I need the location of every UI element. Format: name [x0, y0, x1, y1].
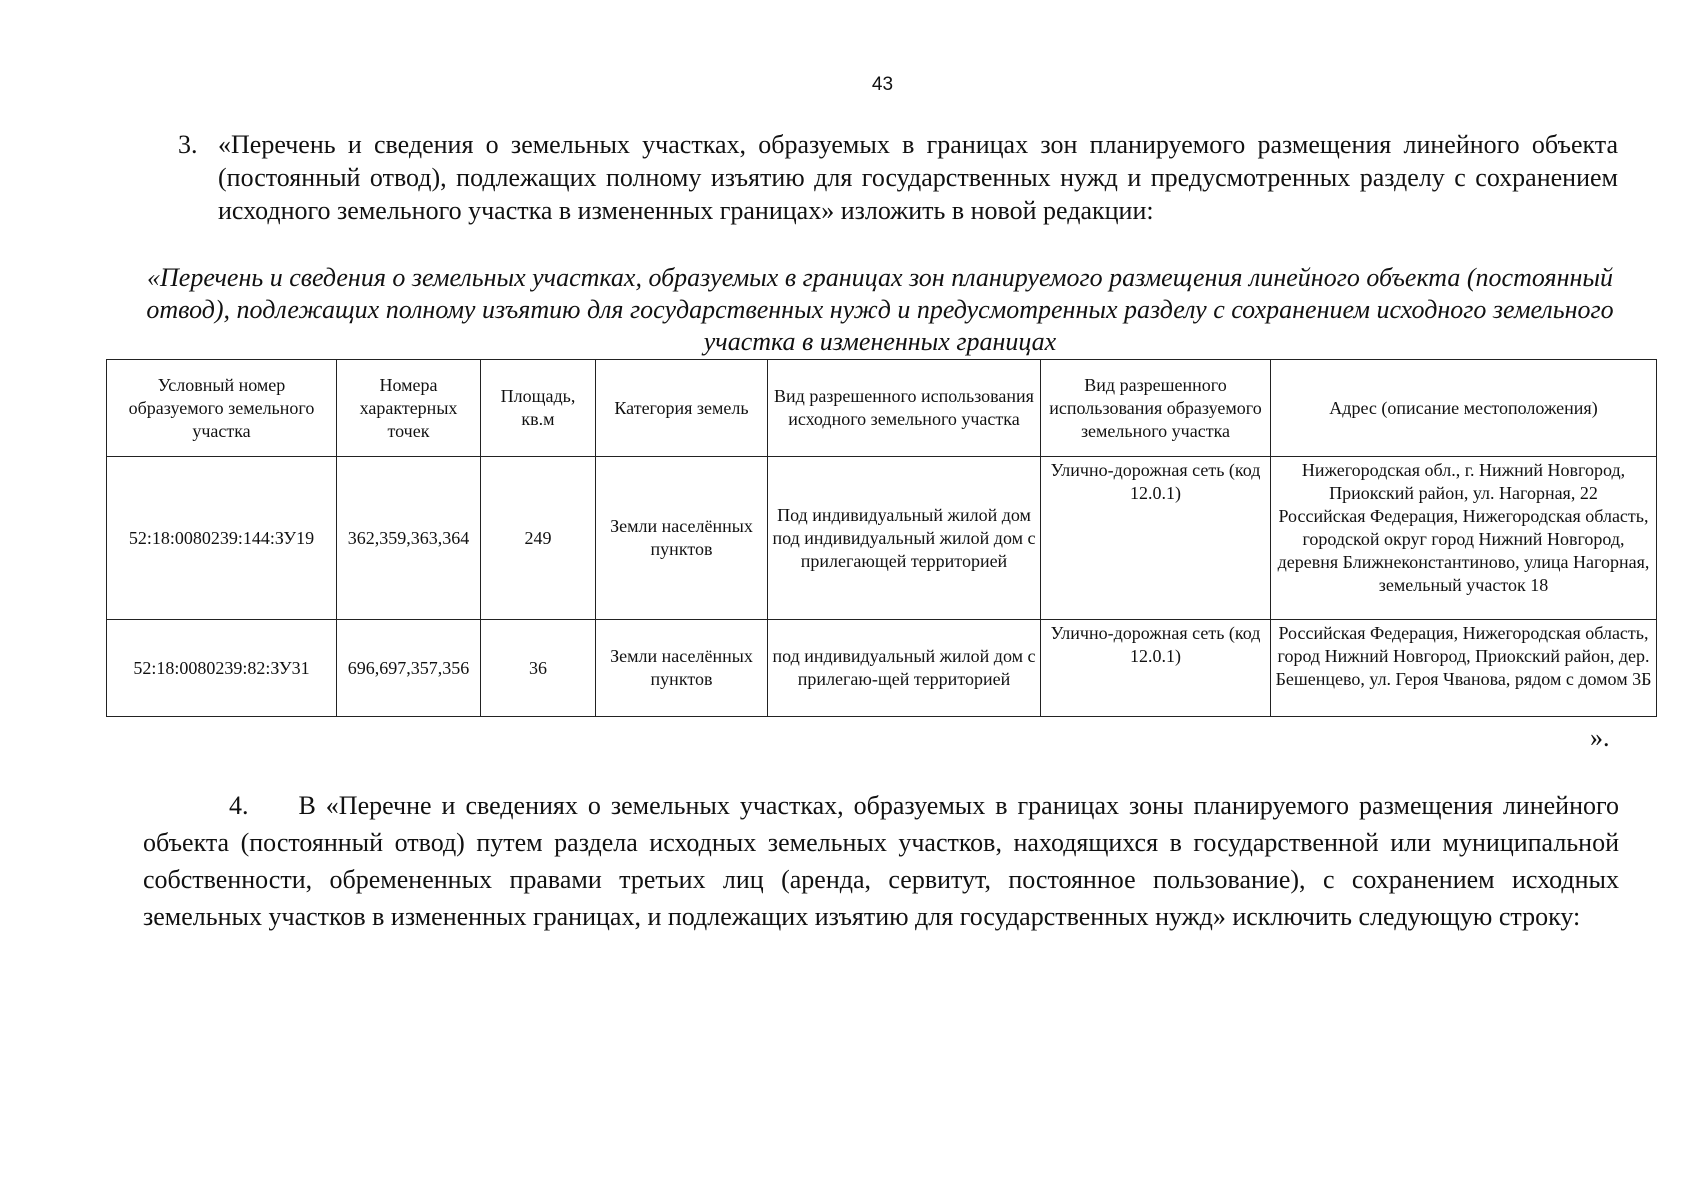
- header-land-category: Категория земель: [596, 360, 768, 457]
- cell-area: 36: [481, 620, 596, 717]
- cell-new-use: Улично-дорожная сеть (код 12.0.1): [1041, 620, 1271, 717]
- item-4-paragraph: [143, 787, 1619, 935]
- table-caption: «Перечень и сведения о земельных участках, образуемых в границах зон планируемого размещения линейного объекта (постоянный отвод), подлежащих полному изъятию для государственных нужд и предусмотренных разделу с сохранением исходного земельного участка в измененных границах: [146, 263, 1614, 356]
- item-3-number: 3.: [178, 130, 198, 159]
- address-line-2: Российская Федерация, Нижегородская область, городской округ город Нижний Новгород, деревня Ближнеконстантиново, улица Нагорная, земельный участок 18: [1277, 506, 1650, 595]
- cell-original-use: под индивидуальный жилой дом с прилегаю-щей территорией: [768, 620, 1041, 717]
- page-number: 43: [871, 74, 894, 95]
- address-line-1: Нижегородская обл., г. Нижний Новгород, Приокский район, ул. Нагорная, 22: [1301, 460, 1626, 503]
- cell-land-category: Земли населённых пунктов: [596, 620, 768, 717]
- cell-original-use: [768, 457, 1041, 620]
- header-new-use: Вид разрешенного использования образуемого земельного участка: [1041, 360, 1271, 457]
- table-header-row: [107, 360, 1657, 457]
- cell-point-numbers: 696,697,357,356: [337, 620, 481, 717]
- closing-quote-mark: ».: [1590, 723, 1610, 752]
- original-use-line-1: Под индивидуальный жилой дом: [777, 504, 1031, 525]
- cell-area: 249: [481, 457, 596, 620]
- item-4-text: В «Перечне и сведениях о земельных участках, образуемых в границах зоны планируемого размещения линейного объекта (постоянный отвод) путем раздела исходных земельных участков, находящихся в государственной или муниципальной собственности, обремененных правами третьих лиц (аренда, сервитут, постоянное пользование), с сохранением исходных земельных участков в измененных границах, и подлежащих изъятию для государственных нужд» исключить следующую строку:: [143, 791, 1620, 931]
- header-original-use: Вид разрешенного использования исходного земельного участка: [768, 360, 1041, 457]
- table-row: [107, 620, 1657, 717]
- item-3-paragraph: [178, 128, 1618, 227]
- cell-address: Российская Федерация, Нижегородская область, город Нижний Новгород, Приокский район, дер. Бешенцево, ул. Героя Чванова, рядом с домом 3Б: [1271, 620, 1657, 717]
- original-use-line-2: под индивидуальный жилой дом с прилегающей территорией: [772, 527, 1036, 571]
- cell-address: [1271, 457, 1657, 620]
- land-plots-table: [106, 359, 1657, 717]
- item-4-number: 4.: [229, 791, 249, 820]
- header-point-numbers: Номера характерных точек: [337, 360, 481, 457]
- item-3-text: «Перечень и сведения о земельных участках, образуемых в границах зон планируемого размещения линейного объекта (постоянный отвод), подлежащих полному изъятию для государственных нужд и предусмотренных разделу с сохранением исходного земельного участка в измененных границах» изложить в новой редакции:: [218, 130, 1618, 225]
- cell-plot-number: 52:18:0080239:144:ЗУ19: [107, 457, 337, 620]
- cell-plot-number: 52:18:0080239:82:ЗУ31: [107, 620, 337, 717]
- header-plot-number: Условный номер образуемого земельного участка: [107, 360, 337, 457]
- cell-land-category: Земли населённых пунктов: [596, 457, 768, 620]
- header-address: Адрес (описание местоположения): [1271, 360, 1657, 457]
- cell-point-numbers: 362,359,363,364: [337, 457, 481, 620]
- table-row: [107, 457, 1657, 620]
- cell-new-use: Улично-дорожная сеть (код 12.0.1): [1041, 457, 1271, 620]
- header-area: Площадь, кв.м: [481, 360, 596, 457]
